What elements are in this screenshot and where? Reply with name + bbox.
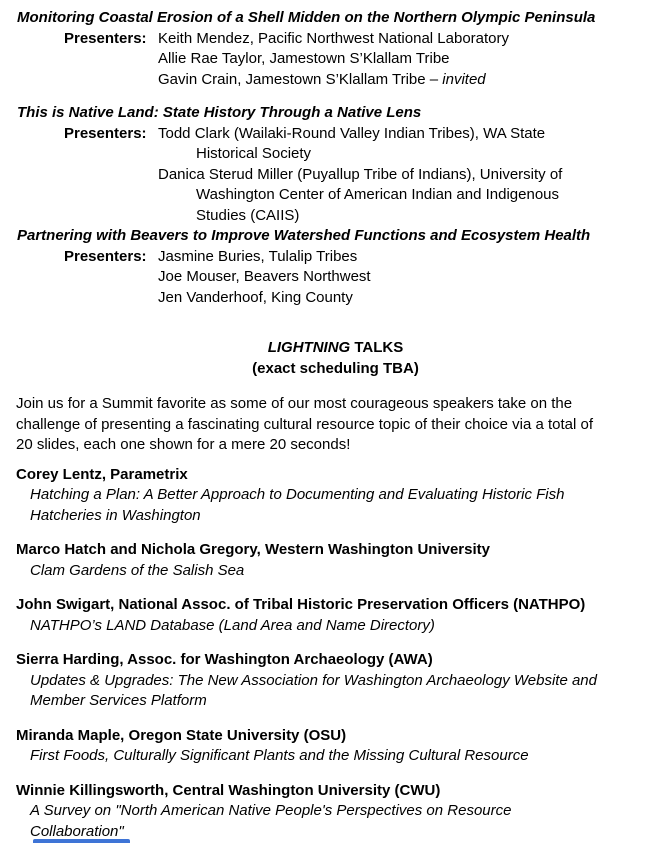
lightning-talks-heading [0, 338, 671, 379]
presenter-line: Joe Mouser, Beavers Northwest [158, 268, 371, 285]
talk-title-line: Hatcheries in Washington [30, 506, 201, 524]
lightning-talk-entry [0, 781, 671, 843]
talk-title-line: Updates & Upgrades: The New Association for Washington Archaeology Website and [30, 671, 597, 689]
presenter-line-wrap: Historical Society [196, 145, 312, 162]
intro-line: 20 slides, each one shown for a mere 20 seconds! [16, 436, 351, 453]
session-title: This is Native Land: State History Through a Native Lens [17, 104, 422, 121]
lightning-word: LIGHTNING [267, 339, 351, 356]
invited-note: invited [442, 70, 486, 88]
presenter-line-wrap: Washington Center of American Indian and Indigenous [196, 186, 560, 203]
lightning-talk-entry [0, 465, 671, 527]
intro-line: Join us for a Summit favorite as some of our most courageous speakers take on the [16, 395, 573, 412]
intro-line: challenge of presenting a fascinating cultural resource topic of their choice via a total of [16, 415, 594, 433]
presenter-line: Allie Rae Taylor, Jamestown S’Klallam Tribe [158, 50, 450, 67]
presenter-line: Todd Clark (Wailaki-Round Valley Indian Tribes), WA State [158, 124, 546, 142]
talk-speaker: John Swigart, National Assoc. of Tribal Historic Preservation Officers (NATHPO) [16, 596, 586, 613]
presenters-group [0, 29, 671, 91]
talk-title-line: Hatching a Plan: A Better Approach to Documenting and Evaluating Historic Fish [30, 486, 565, 503]
talk-title-line: Clam Gardens of the Salish Sea [30, 561, 245, 579]
presenter-line: Jasmine Buries, Tulalip Tribes [158, 247, 358, 265]
lightning-talk-entry [0, 726, 671, 767]
presenter-line: Danica Sterud Miller (Puyallup Tribe of Indians), University of [158, 165, 563, 183]
talk-title-line: Member Services Platform [30, 692, 207, 709]
session-block-beavers [0, 226, 671, 308]
presenter-line: Jen Vanderhoof, King County [158, 288, 353, 306]
talk-title-line: A Survey on "North American Native People's Perspectives on Resource [30, 802, 512, 819]
presenters-label: Presenters: [64, 247, 147, 265]
lightning-talk-entry [0, 595, 671, 636]
session-block-coastal-erosion [0, 8, 671, 90]
presenter-name: Gavin Crain, Jamestown S’Klallam Tribe – [158, 70, 443, 88]
talk-title-line: NATHPO’s LAND Database (Land Area and Name Directory) [30, 616, 435, 634]
horizontal-scrollbar-thumb[interactable] [33, 839, 130, 843]
session-title: Partnering with Beavers to Improve Watershed Functions and Ecosystem Health [17, 227, 591, 244]
lightning-talks-subtitle: (exact scheduling TBA) [252, 359, 419, 377]
presenters-group [0, 124, 671, 227]
session-title: Monitoring Coastal Erosion of a Shell Midden on the Northern Olympic Peninsula [17, 9, 596, 26]
presenters-label: Presenters: [64, 124, 147, 142]
talk-speaker: Miranda Maple, Oregon State University (OSU) [16, 726, 347, 744]
session-block-native-land [0, 103, 671, 226]
talk-speaker: Corey Lentz, Parametrix [16, 465, 188, 483]
presenters-group [0, 247, 671, 309]
talk-speaker: Sierra Harding, Assoc. for Washington Archaeology (AWA) [16, 651, 433, 668]
lightning-talk-entry [0, 650, 671, 712]
presenter-line [0, 70, 671, 91]
presenters-label: Presenters: [64, 29, 147, 47]
presenter-line-wrap: Studies (CAIIS) [196, 206, 300, 224]
presenter-line: Keith Mendez, Pacific Northwest National Laboratory [158, 29, 510, 47]
talk-title-line: Collaboration" [30, 822, 124, 840]
lightning-intro-paragraph [0, 394, 671, 456]
talks-word: TALKS [350, 339, 404, 356]
talk-speaker: Winnie Killingsworth, Central Washington University (CWU) [16, 781, 441, 799]
talk-speaker: Marco Hatch and Nichola Gregory, Western Washington University [16, 541, 490, 558]
lightning-talk-entry [0, 540, 671, 581]
talk-title-line: First Foods, Culturally Significant Plants and the Missing Cultural Resource [30, 747, 529, 764]
lightning-talks-title [0, 338, 671, 359]
